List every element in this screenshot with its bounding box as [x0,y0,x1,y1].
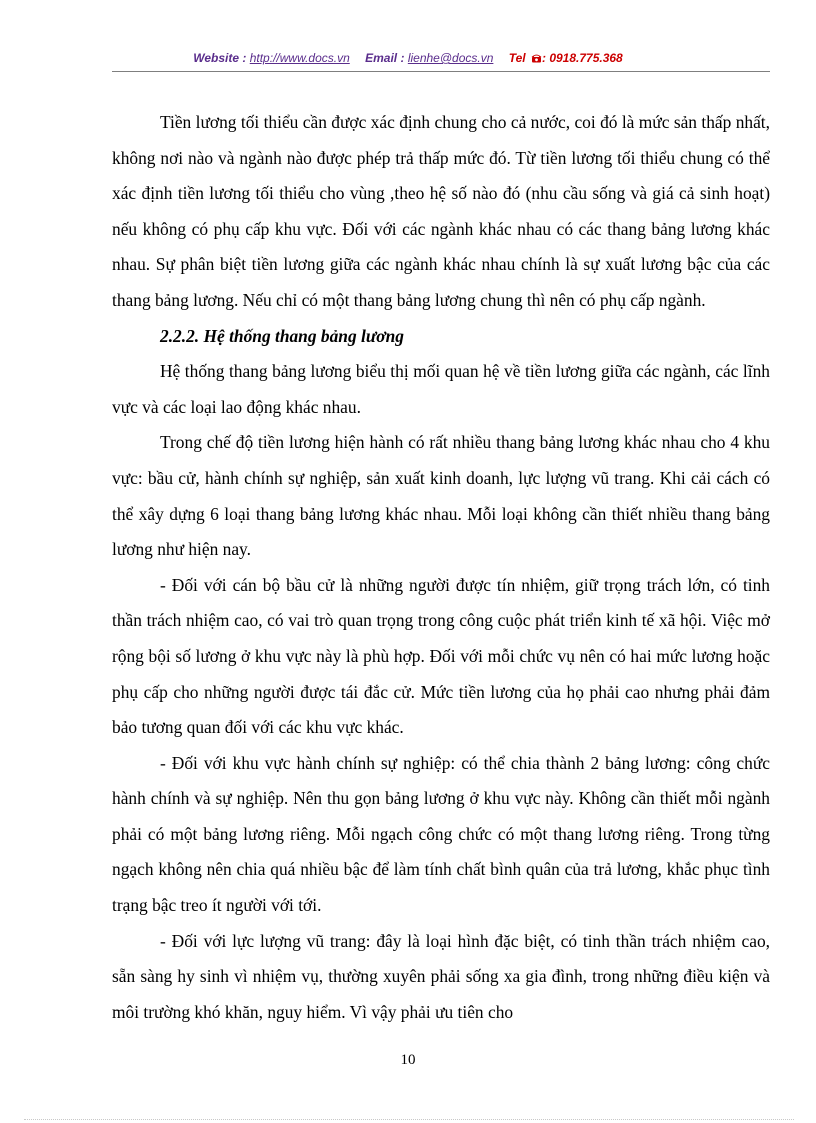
paragraph-administrative-sector: - Đối với khu vực hành chính sự nghiệp: có thể chia thành 2 bảng lương: công chức hành chính và sự nghiệp. Nên thu gọn bảng lương ở khu vực này. Không cần thiết mỗi ngành phải có một bảng lương riêng. Mỗi ngạch công chức có một thang lương riêng. Trong từng ngạch không nên chia quá nhiều bậc để làm tính chất bình quân của trả lương, khắc phục tình trạng bậc treo ít người với tới. [112,752,770,916]
email-label: Email [365,51,398,65]
email-separator: : [400,51,405,65]
website-label: Website : [193,51,247,65]
email-link[interactable]: lienhe@docs.vn [407,51,494,65]
section-heading: 2.2.2. Hệ thống thang bảng lương [160,325,404,346]
website-link[interactable]: http://www.docs.vn [249,51,350,65]
document-body [112,105,770,1030]
paragraph-current-regime: Trong chế độ tiền lương hiện hành có rất nhiều thang bảng lương khác nhau cho 4 khu vực: bầu cử, hành chính sự nghiệp, sản xuất kinh doanh, lực lượng vũ trang. Khi cải cách có thể xây dựng 6 loại thang bảng lương khác nhau. Mỗi loại không cần thiết nhiều thang bảng lương như hiện nay. [112,432,770,560]
page-number: 10 [400,1052,416,1068]
phone-number: : 0918.775.368 [541,51,623,65]
paragraph-wage-scale-system: Hệ thống thang bảng lương biểu thị mối quan hệ về tiền lương giữa các ngành, các lĩnh vực và các loại lao động khác nhau. [112,361,770,417]
telephone-icon [531,53,542,63]
page-header [0,51,816,65]
tel-label: Tel [508,51,526,65]
page-bottom-border [24,1119,794,1120]
header-divider [112,71,770,72]
paragraph-elected-officials: - Đối với cán bộ bầu cử là những người được tín nhiệm, giữ trọng trách lớn, có tinh thần trách nhiệm cao, có vai trò quan trọng trong công cuộc phát triển kinh tế xã hội. Việc mở rộng bội số lương ở khu vực này là phù hợp. Đối với mỗi chức vụ nên có hai mức lương hoặc phụ cấp cho những người được tái đắc cử. Mức tiền lương của họ phải cao nhưng phải đảm bảo tương quan đối với các khu vực khác. [112,574,770,738]
paragraph-minimum-wage: Tiền lương tối thiểu cần được xác định chung cho cả nước, coi đó là mức sản thấp nhất, không nơi nào và ngành nào được phép trả thấp mức đó. Từ tiền lương tối thiểu chung có thể xác định tiền lương tối thiểu cho vùng ,theo hệ số nào đó (nhu cầu sống và giá cả sinh hoạt) nếu không có phụ cấp khu vực. Đối với các ngành khác nhau có các thang bảng lương khác nhau. Sự phân biệt tiền lương giữa các ngành khác nhau chính là sự xuất lương bậc của các thang bảng lương. Nếu chỉ có một thang bảng lương chung thì nên có phụ cấp ngành. [112,112,770,310]
paragraph-armed-forces: - Đối với lực lượng vũ trang: đây là loại hình đặc biệt, có tinh thần trách nhiệm cao, sẵn sàng hy sinh vì nhiệm vụ, thường xuyên phải sống xa gia đình, trong những điều kiện và môi trường khó khăn, nguy hiểm. Vì vậy phải ưu tiên cho [112,930,770,1022]
